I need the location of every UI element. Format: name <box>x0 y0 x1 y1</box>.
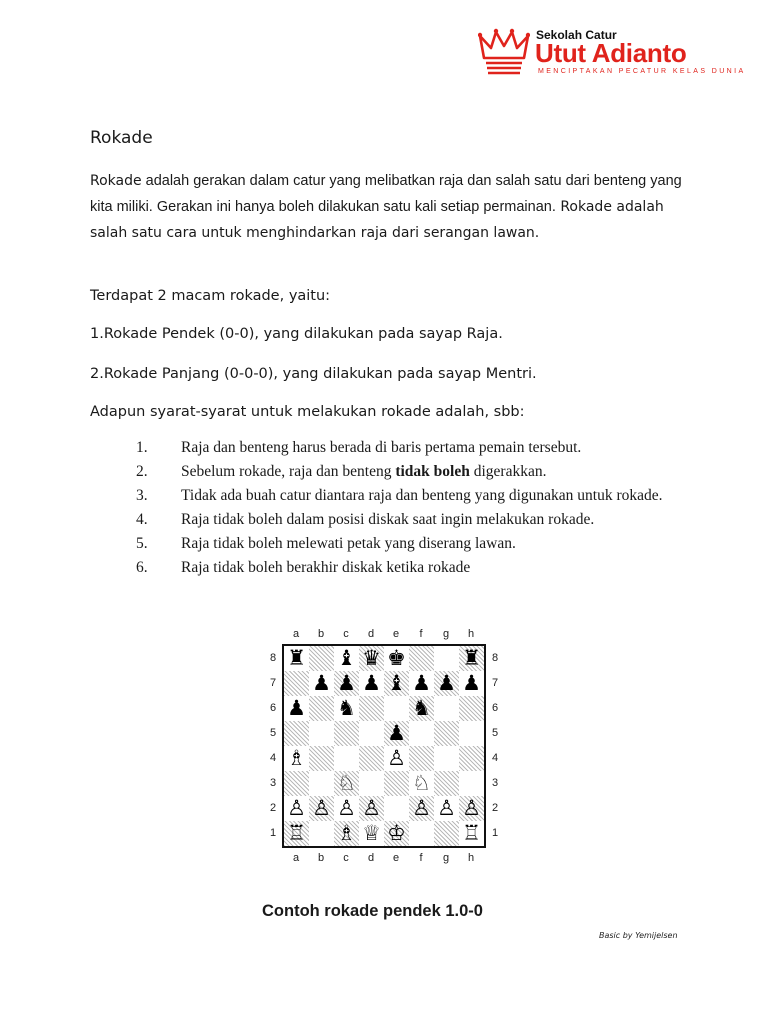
chess-piece: ♙ <box>412 796 431 820</box>
board-square <box>434 821 459 846</box>
file-label: d <box>367 628 375 640</box>
file-label: f <box>419 628 423 640</box>
board-square <box>334 721 359 746</box>
chess-piece: ♟ <box>412 671 431 695</box>
school-logo <box>478 28 746 80</box>
board-square <box>384 696 409 721</box>
chess-board <box>282 644 486 848</box>
intro-part1: adalah gerakan dalam catur yang melibatkan raja dan salah satu dari benteng yang kita miliki. Gerakan ini hanya boleh dilakukan satu kali setiap permainan. <box>90 173 682 215</box>
chess-piece: ♝ <box>337 646 356 670</box>
rank-label: 4 <box>269 752 277 764</box>
board-square <box>359 771 384 796</box>
file-label: h <box>467 852 475 864</box>
rank-label: 3 <box>491 777 499 789</box>
chess-piece: ♖ <box>462 821 481 845</box>
chess-piece: ♙ <box>287 796 306 820</box>
rules-intro: Adapun syarat-syarat untuk melakukan rokade adalah, sbb: <box>90 404 525 420</box>
board-square <box>459 721 484 746</box>
board-square <box>359 721 384 746</box>
diagram-caption: Contoh rokade pendek 1.0-0 <box>262 902 483 920</box>
rank-label: 2 <box>491 802 499 814</box>
file-label: b <box>317 852 325 864</box>
chess-piece: ♙ <box>337 796 356 820</box>
file-label: c <box>343 628 349 640</box>
logo-school-label: Sekolah Catur <box>536 28 617 42</box>
intro-paragraph <box>90 168 690 246</box>
rules-list <box>136 436 666 580</box>
board-square <box>384 771 409 796</box>
rank-label: 1 <box>269 827 277 839</box>
chess-piece: ♞ <box>337 696 356 720</box>
board-square <box>284 771 309 796</box>
chess-piece: ♘ <box>412 771 431 795</box>
file-label: a <box>292 852 300 864</box>
chess-piece: ♟ <box>387 721 406 745</box>
type-short-castling: 1.Rokade Pendek (0-0), yang dilakukan pada sayap Raja. <box>90 326 503 342</box>
file-label: b <box>317 628 325 640</box>
board-square <box>409 821 434 846</box>
rule-item: 3. Tidak ada buah catur diantara raja dan benteng yang digunakan untuk rokade. <box>136 487 663 504</box>
board-square <box>334 746 359 771</box>
board-square <box>384 796 409 821</box>
file-label: a <box>292 628 300 640</box>
board-square <box>459 696 484 721</box>
file-label: e <box>392 852 400 864</box>
chess-piece: ♟ <box>362 671 381 695</box>
rank-label: 7 <box>491 677 499 689</box>
chess-piece: ♛ <box>362 646 381 670</box>
board-square <box>434 721 459 746</box>
crown-icon <box>478 28 530 78</box>
chess-piece: ♟ <box>337 671 356 695</box>
chess-piece: ♘ <box>337 771 356 795</box>
rank-label: 8 <box>269 652 277 664</box>
board-square <box>309 696 334 721</box>
rank-label: 5 <box>269 727 277 739</box>
intro-part2: Rokade adalah salah satu cara untuk menghindarkan raja dari serangan lawan. <box>90 199 664 241</box>
board-square <box>359 696 384 721</box>
type-long-castling: 2.Rokade Panjang (0-0-0), yang dilakukan pada sayap Mentri. <box>90 366 537 382</box>
board-square <box>434 696 459 721</box>
chess-piece: ♙ <box>462 796 481 820</box>
chess-piece: ♞ <box>412 696 431 720</box>
file-label: g <box>442 852 450 864</box>
file-label: c <box>343 852 349 864</box>
rank-label: 7 <box>269 677 277 689</box>
credit-text: Basic by Yemijelsen <box>599 931 678 940</box>
rule-item: 4. Raja tidak boleh dalam posisi diskak saat ingin melakukan rokade. <box>136 511 595 528</box>
board-square <box>309 746 334 771</box>
board-square <box>284 721 309 746</box>
rank-label: 6 <box>491 702 499 714</box>
chess-diagram <box>260 622 510 872</box>
chess-piece: ♟ <box>312 671 331 695</box>
chess-piece: ♖ <box>287 821 306 845</box>
types-intro: Terdapat 2 macam rokade, yaitu: <box>90 288 331 304</box>
rule-item: 5. Raja tidak boleh melewati petak yang diserang lawan. <box>136 535 516 552</box>
logo-tagline: MENCIPTAKAN PECATUR KELAS DUNIA <box>538 68 746 75</box>
chess-piece: ♗ <box>287 746 306 770</box>
board-square <box>434 746 459 771</box>
rule-item: 1. Raja dan benteng harus berada di baris pertama pemain tersebut. <box>136 439 582 456</box>
board-square <box>409 646 434 671</box>
page-title: Rokade <box>90 128 153 148</box>
chess-piece: ♕ <box>362 821 381 845</box>
chess-piece: ♜ <box>462 646 481 670</box>
board-square <box>309 821 334 846</box>
board-square <box>459 746 484 771</box>
rank-label: 8 <box>491 652 499 664</box>
chess-piece: ♔ <box>387 821 406 845</box>
chess-piece: ♗ <box>337 821 356 845</box>
rank-label: 3 <box>269 777 277 789</box>
file-label: e <box>392 628 400 640</box>
board-square <box>284 671 309 696</box>
intro-lead: Rokade <box>90 173 142 189</box>
rank-label: 1 <box>491 827 499 839</box>
chess-piece: ♚ <box>387 646 406 670</box>
rank-label: 2 <box>269 802 277 814</box>
file-label: f <box>419 852 423 864</box>
chess-piece: ♟ <box>462 671 481 695</box>
file-label: g <box>442 628 450 640</box>
rule-item: 6. Raja tidak boleh berakhir diskak ketika rokade <box>136 559 471 576</box>
chess-piece: ♙ <box>362 796 381 820</box>
rule-item: 2. Sebelum rokade, raja dan benteng tidak boleh digerakkan. <box>136 463 547 480</box>
logo-school-name: Utut Adianto <box>535 38 687 68</box>
chess-piece: ♜ <box>287 646 306 670</box>
board-square <box>309 721 334 746</box>
chess-piece: ♙ <box>437 796 456 820</box>
board-square <box>434 771 459 796</box>
rank-label: 5 <box>491 727 499 739</box>
board-square <box>409 721 434 746</box>
chess-piece: ♝ <box>387 671 406 695</box>
board-square <box>409 746 434 771</box>
rank-label: 6 <box>269 702 277 714</box>
board-square <box>309 646 334 671</box>
file-label: h <box>467 628 475 640</box>
chess-piece: ♟ <box>287 696 306 720</box>
chess-piece: ♙ <box>387 746 406 770</box>
board-square <box>359 746 384 771</box>
rank-label: 4 <box>491 752 499 764</box>
board-square <box>309 771 334 796</box>
board-square <box>459 771 484 796</box>
board-square <box>434 646 459 671</box>
chess-piece: ♙ <box>312 796 331 820</box>
file-label: d <box>367 852 375 864</box>
chess-piece: ♟ <box>437 671 456 695</box>
